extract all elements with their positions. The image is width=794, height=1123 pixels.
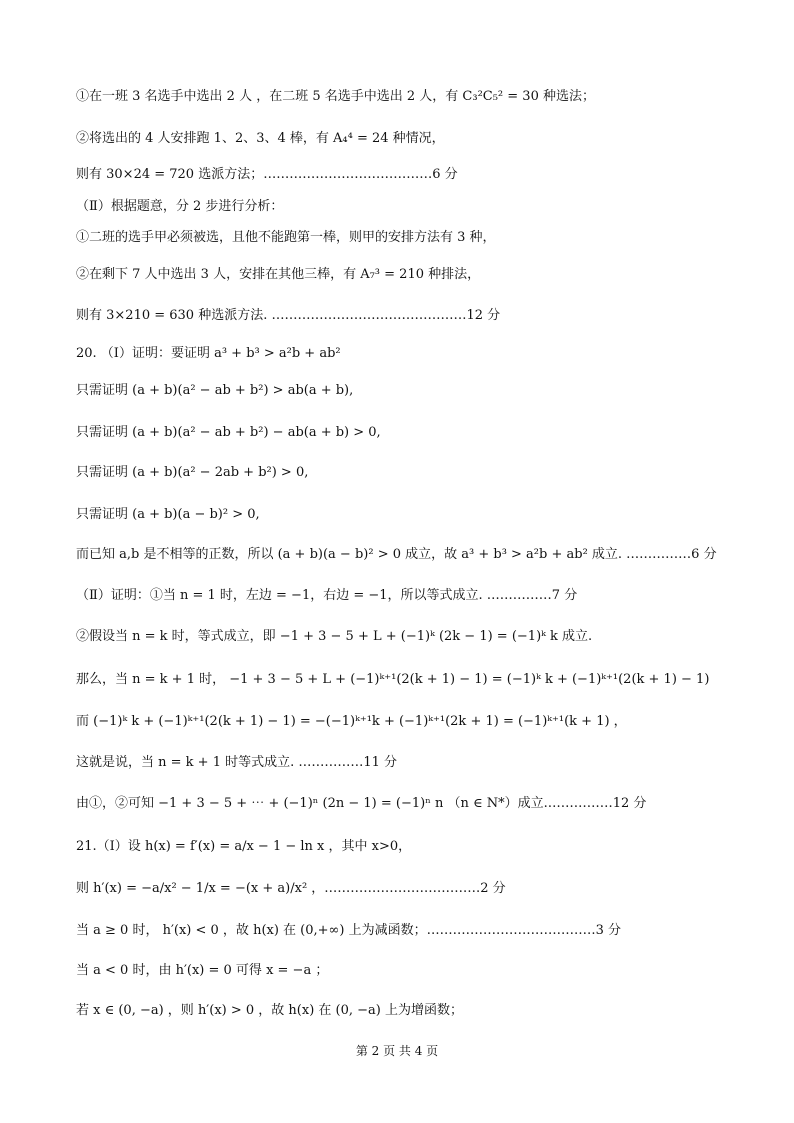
- text-line: 则有 30×24 = 720 选派方法；…………………………………6 分: [76, 167, 458, 182]
- text-line: 则有 3×210 = 630 种选派方法. ………………………………………12 分: [76, 308, 501, 323]
- text-line: （Ⅱ）根据题意，分 2 步进行分析：: [76, 199, 284, 214]
- text-line: 只需证明 (a + b)(a − b)² > 0,: [76, 507, 260, 522]
- text-line: 这就是说，当 n = k + 1 时等式成立. ……………11 分: [76, 755, 398, 770]
- section-heading: 21.（Ⅰ）设 h(x) = f′(x) = a/x − 1 − ln x ，其中 x>0，: [76, 839, 412, 854]
- page-footer: 第 2 页 共 4 页: [355, 1044, 439, 1058]
- text-line: ②在剩下 7 人中选出 3 人，安排在其他三棒，有 A₇³ = 210 种排法，: [76, 267, 481, 282]
- section-heading: 20. （Ⅰ）证明：要证明 a³ + b³ > a²b + ab²: [76, 346, 341, 361]
- text-line: 只需证明 (a + b)(a² − ab + b²) > ab(a + b),: [76, 383, 354, 398]
- text-line: 则 h′(x) = −a/x² − 1/x = −(x + a)/x² ，………………………………2 分: [76, 881, 506, 896]
- text-line: ①二班的选手甲必须被选，且他不能跑第一棒，则甲的安排方法有 3 种，: [76, 230, 496, 245]
- text-line: ②假设当 n = k 时，等式成立，即 −1 + 3 − 5 + L + (−1)ᵏ (2k − 1) = (−1)ᵏ k 成立.: [76, 629, 593, 644]
- text-line: 只需证明 (a + b)(a² − ab + b²) − ab(a + b) > 0,: [76, 425, 381, 440]
- text-line: 而已知 a,b 是不相等的正数，所以 (a + b)(a − b)² > 0 成立，故 a³ + b³ > a²b + ab² 成立. ……………6 分: [76, 547, 717, 562]
- text-line: 由①，②可知 −1 + 3 − 5 + ⋯ + (−1)ⁿ (2n − 1) = (−1)ⁿ n （n ∈ N*）成立.……………12 分: [76, 796, 647, 811]
- text-line: 那么，当 n = k + 1 时， −1 + 3 − 5 + L + (−1)ᵏ⁺¹(2(k + 1) − 1) = (−1)ᵏ k + (−1)ᵏ⁺¹(2(k + 1) − 1): [76, 672, 710, 687]
- text-line: （Ⅱ）证明：①当 n = 1 时，左边 = −1，右边 = −1，所以等式成立. ……………7 分: [76, 588, 578, 603]
- text-line: 若 x ∈ (0, −a) ，则 h′(x) > 0 ，故 h(x) 在 (0, −a) 上为增函数；: [76, 1003, 463, 1018]
- text-line: 只需证明 (a + b)(a² − 2ab + b²) > 0,: [76, 465, 309, 480]
- text-line: 当 a < 0 时，由 h′(x) = 0 可得 x = −a ；: [76, 963, 329, 978]
- text-line: ①在一班 3 名选手中选出 2 人 ，在二班 5 名选手中选出 2 人，有 C₃²C₅² = 30 种选法；: [76, 89, 595, 104]
- text-line: 而 (−1)ᵏ k + (−1)ᵏ⁺¹(2(k + 1) − 1) = −(−1)ᵏ⁺¹k + (−1)ᵏ⁺¹(2k + 1) = (−1)ᵏ⁺¹(k + 1) ，: [76, 714, 627, 729]
- text-line: ②将选出的 4 人安排跑 1、2、3、4 棒，有 A₄⁴ = 24 种情况，: [76, 131, 445, 146]
- text-line: 当 a ≥ 0 时， h′(x) < 0 ，故 h(x) 在 (0,+∞) 上为减函数；…………………………………3 分: [76, 923, 621, 938]
